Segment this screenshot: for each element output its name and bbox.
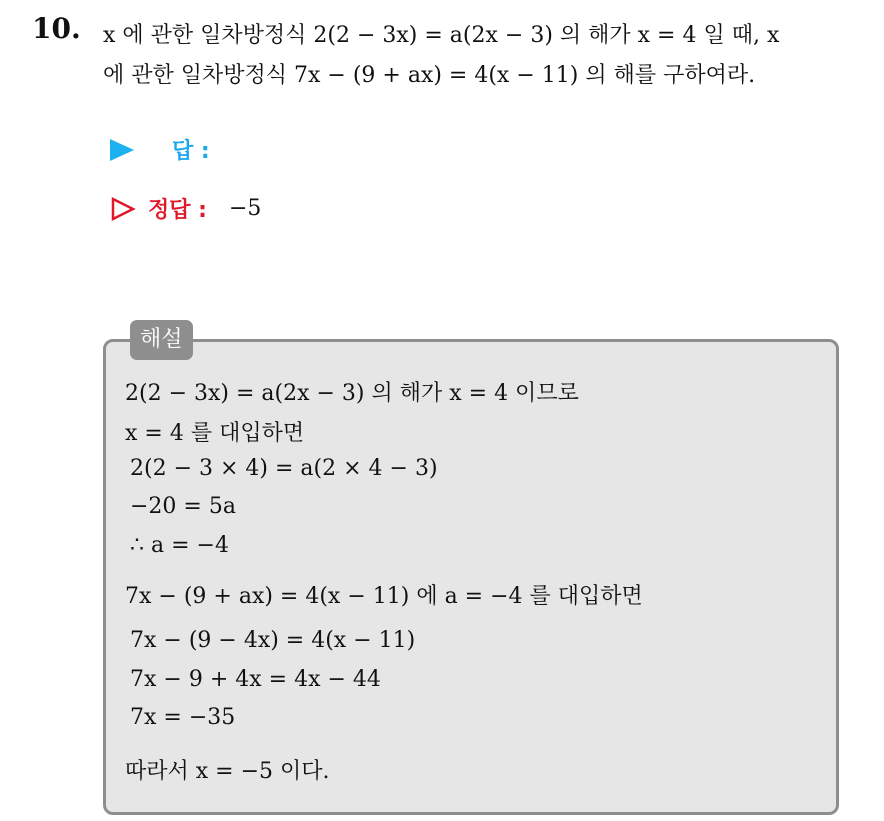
- correct-answer-value: −5: [228, 196, 262, 221]
- question-line-1: x 에 관한 일차방정식 2(2 − 3x) = a(2x − 3) 의 해가 x = 4 일 때, x: [103, 23, 780, 48]
- answer-blank-row: [110, 134, 210, 165]
- question-line-2: 에 관한 일차방정식 7x − (9 + ax) = 4(x − 11) 의 해를 구하여라.: [103, 63, 756, 88]
- solution-line-1: 2(2 − 3x) = a(2x − 3) 의 해가 x = 4 이므로: [125, 381, 579, 406]
- solution-line-9: 7x = −35: [130, 705, 236, 730]
- problem-number: 10.: [32, 12, 81, 45]
- solution-tag: 해설: [130, 320, 193, 360]
- answer-label: 답 :: [172, 139, 210, 164]
- solution-line-7: 7x − (9 − 4x) = 4(x − 11): [130, 628, 416, 653]
- solution-line-2: x = 4 를 대입하면: [125, 421, 305, 446]
- solution-line-4: −20 = 5a: [130, 494, 236, 519]
- solution-box: [103, 339, 839, 815]
- play-filled-icon: [110, 139, 134, 161]
- play-outline-icon: [110, 196, 136, 222]
- solution-line-3: 2(2 − 3 × 4) = a(2 × 4 − 3): [130, 456, 438, 481]
- correct-answer-label: 정답 :: [148, 198, 207, 223]
- solution-line-10: 따라서 x = −5 이다.: [125, 759, 330, 784]
- correct-answer-row: [110, 193, 261, 224]
- solution-line-5: ∴ a = −4: [130, 533, 229, 558]
- solution-line-6: 7x − (9 + ax) = 4(x − 11) 에 a = −4 를 대입하면: [125, 584, 643, 609]
- solution-line-8: 7x − 9 + 4x = 4x − 44: [130, 667, 381, 692]
